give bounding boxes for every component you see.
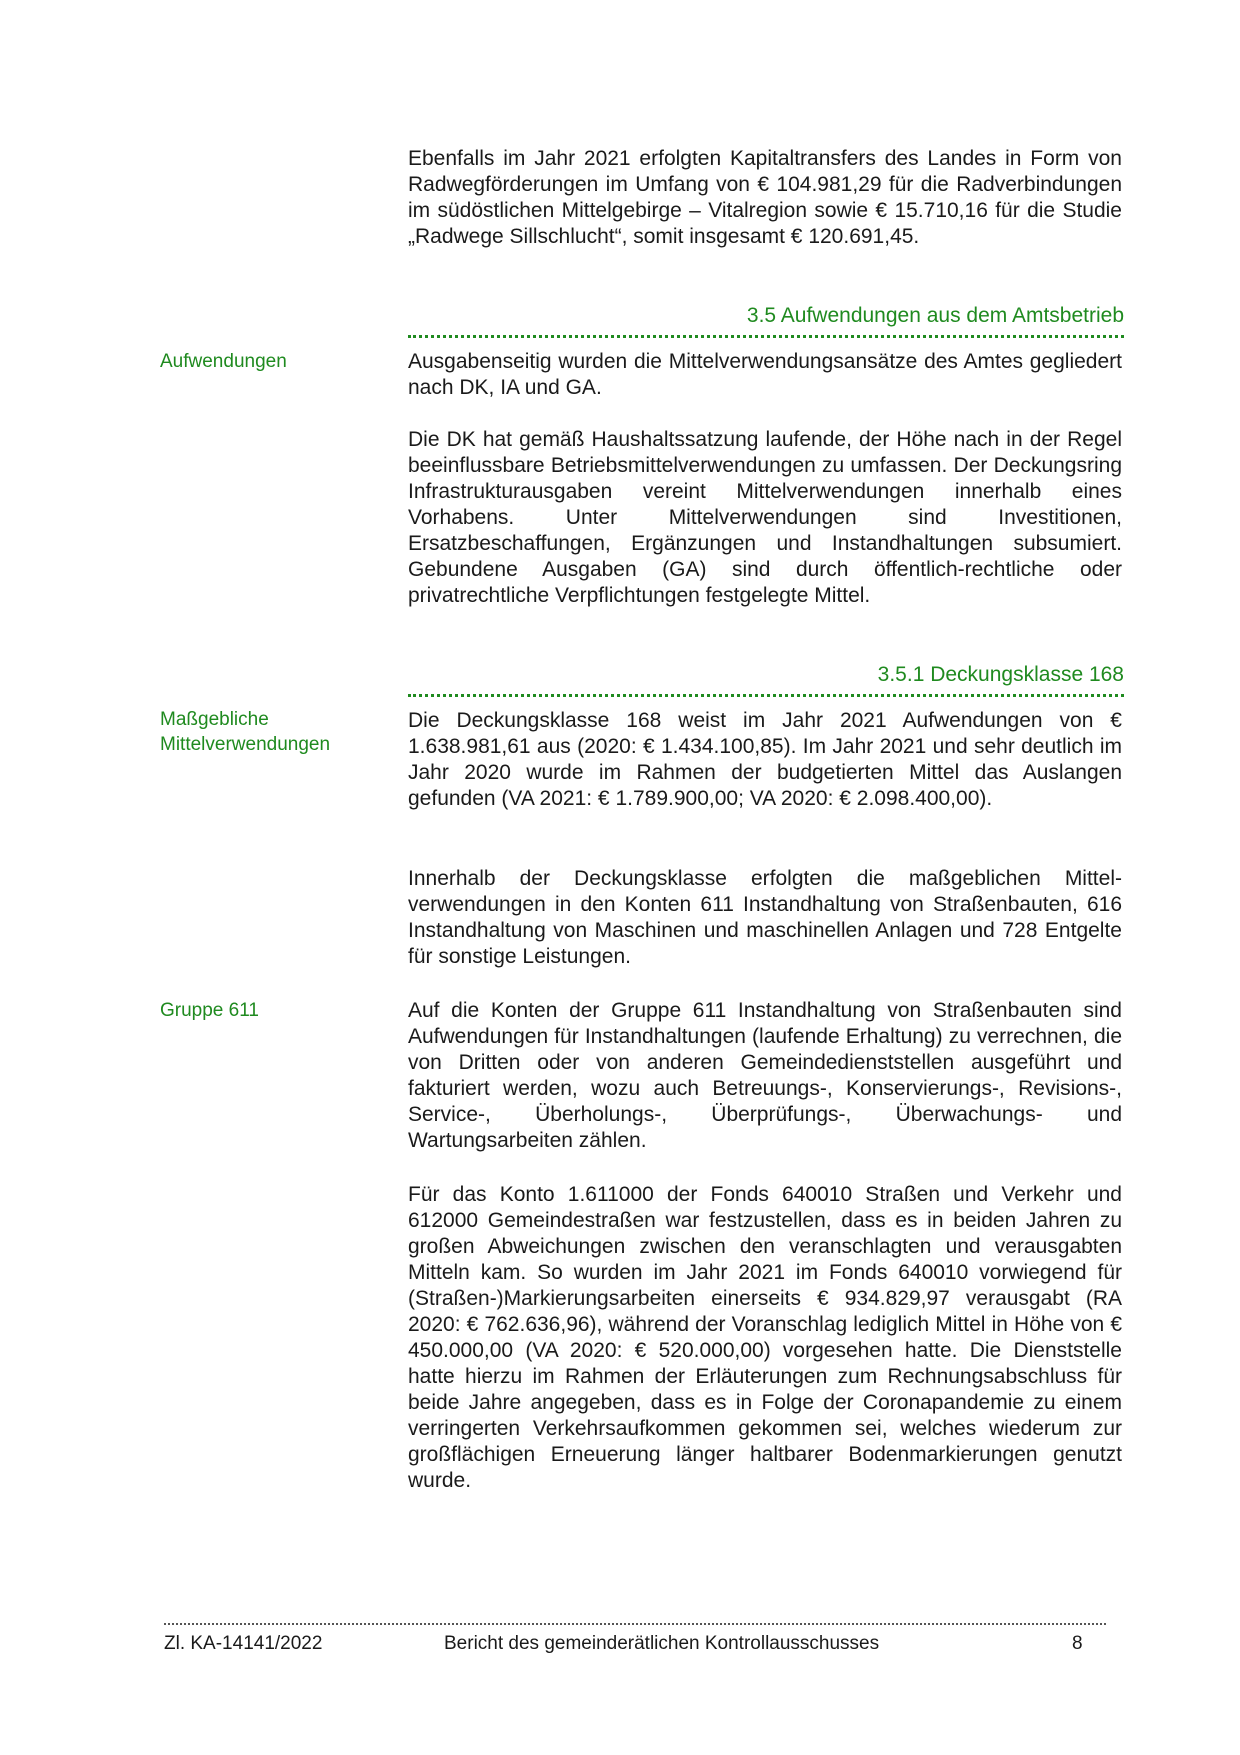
- section-heading-3-5-1: 3.5.1 Deckungsklasse 168: [408, 662, 1124, 697]
- footer-page-number: 8: [1072, 1633, 1083, 1654]
- footer-divider: [164, 1623, 1106, 1625]
- paragraph-dk-definition: Die DK hat gemäß Haushaltssatzung laufende, der Höhe nach in der Regel beeinflussbare Betriebsmittelverwendungen zu umfassen. Der Deckungsring Infrastrukturausgaben vereint Mittelverwendungen innerhalb eines Vorhabens. Unter Mittelverwendungen sind Investitionen, Ersatzbeschaffungen, Ergänzungen und Instandhaltungen subsumiert. Gebundene Ausgaben (GA) sind durch öffentlich-rechtliche oder privatrechtliche Verpflichtungen festgelegte Mittel.: [408, 428, 1122, 607]
- paragraph-kapitaltransfers: Ebenfalls im Jahr 2021 erfolgten Kapitaltransfers des Landes in Form von Radwegförderungen im Umfang von € 104.981,29 für die Radverbindungen im südöstlichen Mittelgebirge – Vitalregion sowie € 15.710,16 für die Studie „Radwege Sillschlucht“, somit insgesamt € 120.691,45.: [408, 147, 1122, 248]
- section-heading-3-5: 3.5 Aufwendungen aus dem Amtsbetrieb: [408, 303, 1124, 338]
- paragraph-deckungsklasse-168: Die Deckungsklasse 168 weist im Jahr 2021 Aufwendungen von € 1.638.981,61 aus (2020: € 1.434.100,85). Im Jahr 2021 und sehr deutlich im Jahr 2020 wurde im Rahmen der budgetierten Mittel das Auslangen gefunden (VA 2021: € 1.789.900,00; VA 2020: € 2.098.400,00).: [408, 709, 1122, 810]
- margin-label-gruppe-611: Gruppe 611: [160, 1000, 259, 1021]
- margin-label-massgebliche-mittelverwendungen: Maßgebliche Mittelverwendungen: [160, 709, 331, 755]
- footer-title: Bericht des gemeinderätlichen Kontrollausschusses: [444, 1633, 880, 1654]
- footer-reference: Zl. KA-14141/2022: [164, 1633, 323, 1654]
- paragraph-ausgabenseitig: Ausgabenseitig wurden die Mittelverwendungsansätze des Amtes gegliedert nach DK, IA und GA.: [408, 350, 1122, 399]
- paragraph-gruppe-611: Auf die Konten der Gruppe 611 Instandhaltung von Straßenbauten sind Aufwendungen für Instandhaltungen (laufende Erhaltung) zu verrechnen, die von Dritten oder von anderen Gemeindedienststellen ausgeführt und fakturiert werden, wozu auch Betreuungs-, Konservierungs-, Revisions-, Service-, Überholungs-, Überprüfungs-, Überwachungs- und Wartungsarbeiten zählen.: [408, 999, 1122, 1152]
- paragraph-konto-1-611000: Für das Konto 1.611000 der Fonds 640010 Straßen und Verkehr und 612000 Gemeindestraßen war festzustellen, dass es in beiden Jahren zu großen Abweichungen zwischen den veranschlagten und verausgabten Mitteln kam. So wurden im Jahr 2021 im Fonds 640010 vorwiegend für (Straßen-)Markierungsarbeiten einerseits € 934.829,97 verausgabt (RA 2020: € 762.636,96), während der Voranschlag lediglich Mittel in Höhe von € 450.000,00 (VA 2020: € 520.000,00) vorgesehen hatte. Die Dienststelle hatte hierzu im Rahmen der Erläuterungen zum Rechnungsabschluss für beide Jahre angegeben, dass es in Folge der Coronapandemie zu einem verringerten Verkehrsaufkommen gekommen sei, welches wiederum zur großflächigen Erneuerung länger haltbarer Bodenmarkierungen genutzt wurde.: [408, 1183, 1122, 1492]
- paragraph-massgebliche-konten: Innerhalb der Deckungsklasse erfolgten die maßgeblichen Mittelverwendungen in den Konten 611 Instandhaltung von Straßenbauten, 616 Instandhaltung von Maschinen und maschinellen Anlagen und 728 Entgelte für sonstige Leistungen.: [408, 867, 1122, 968]
- margin-label-aufwendungen: Aufwendungen: [160, 351, 287, 372]
